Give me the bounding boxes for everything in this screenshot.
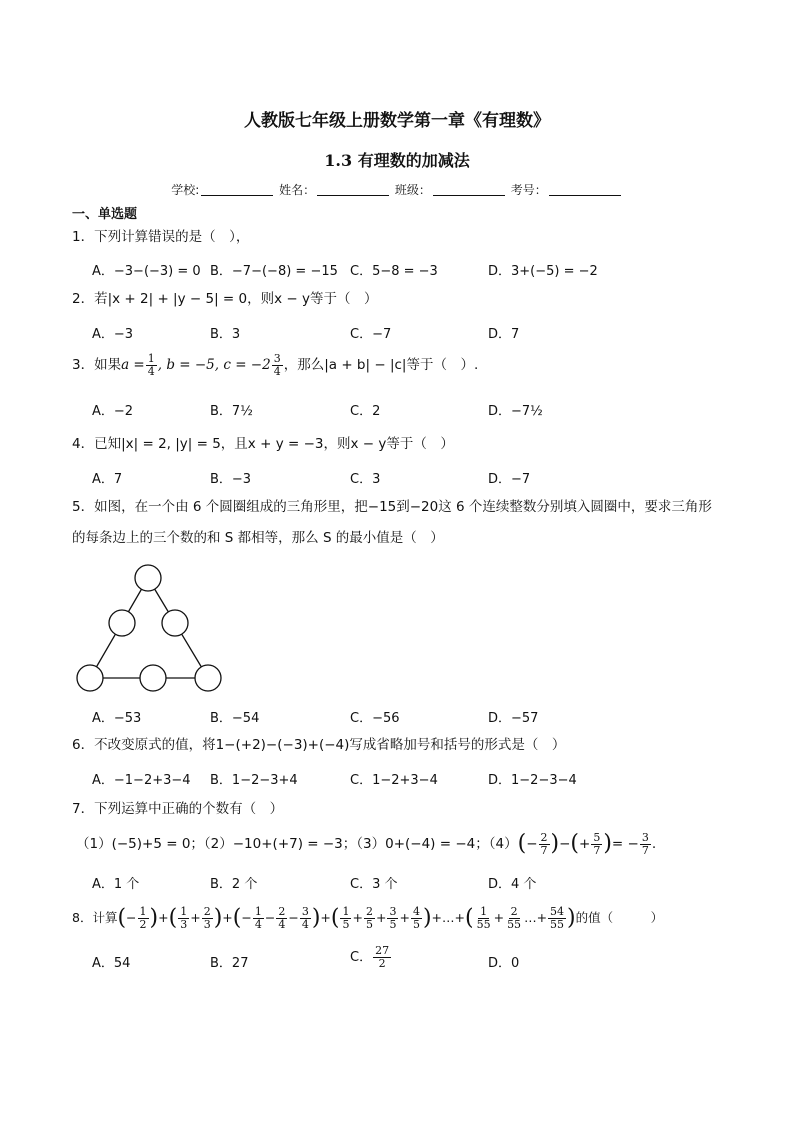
question-8-stem: 8．计算(− $\frac{1}{2}$ )+( $\frac{1}{3}$ + $\frac{2}{3}$ )+(− $\frac{1}{4}$ − $\frac{2}{4}$ − $\frac{3}{4}$ )+( $\frac{1}{5}$ + $\frac{2}{5}$ + $\frac{3}{5}$ + $\frac{4}{5}$ )+…+( $\frac{1}{55}$ + $\frac{2}{55}$ …+ $\frac{54}{55}$ )的值（ ） xyxy=(72,905,664,931)
q8-option-b[interactable]: B．27 xyxy=(210,956,249,971)
q3-option-d[interactable]: D．−7½ xyxy=(488,404,543,419)
number-label: 考号： xyxy=(510,183,547,197)
question-7-expressions: （1）(−5)+5 = 0；（2）−10+(+7) = −3；（3）0+(−4) = −4；（4）(− $\frac{2}{7}$ )−(+ $\frac{5}{7}$ )= − $\frac{3}{7}$ . xyxy=(76,830,657,857)
page-title: 人教版七年级上册数学第一章《有理数》 xyxy=(244,111,550,131)
question-4-stem: 4．已知|x| = 2, |y| = 5，且x + y = −3，则x − y等于（ ） xyxy=(72,436,454,452)
triangle-circles-figure xyxy=(70,560,230,700)
class-blank[interactable] xyxy=(433,183,505,196)
school-label: 学校: xyxy=(171,183,200,197)
q5-option-a[interactable]: A．−53 xyxy=(92,711,142,726)
question-7-stem: 7．下列运算中正确的个数有（ ） xyxy=(72,801,284,817)
q3-option-b[interactable]: B．7½ xyxy=(210,404,253,419)
fraction-1-4: $\frac{1}{4}$ xyxy=(147,351,155,378)
q1-option-c[interactable]: C．5−8 = −3 xyxy=(350,264,438,279)
q4-option-c[interactable]: C．3 xyxy=(350,472,381,487)
fraction-3-4: $\frac{3}{4}$ xyxy=(273,351,281,378)
circle-mid-right xyxy=(162,610,188,636)
q5-option-d[interactable]: D．−57 xyxy=(488,711,539,726)
q7-option-b[interactable]: B．2 个 xyxy=(210,877,258,892)
q8-option-d[interactable]: D．0 xyxy=(488,956,520,971)
name-label: 姓名： xyxy=(279,183,316,197)
class-label: 班级： xyxy=(394,183,431,197)
q7-option-a[interactable]: A．1 个 xyxy=(92,877,140,892)
q3-option-c[interactable]: C．2 xyxy=(350,404,381,419)
number-blank[interactable] xyxy=(549,183,621,196)
q3-option-a[interactable]: A．−2 xyxy=(92,404,134,419)
fraction-5-7: $\frac{5}{7}$ xyxy=(593,830,601,857)
question-1-stem: 1．下列计算错误的是（ ）， xyxy=(72,229,250,245)
q4-option-d[interactable]: D．−7 xyxy=(488,472,531,487)
q2-option-c[interactable]: C．−7 xyxy=(350,327,392,342)
student-info-line xyxy=(0,181,794,198)
fraction-2-7: $\frac{2}{7}$ xyxy=(540,830,548,857)
circle-top xyxy=(135,565,161,591)
question-2-stem: 2．若|x + 2| + |y − 5| = 0，则x − y等于（ ） xyxy=(72,291,378,307)
question-3-stem: 3．如果a = $\frac{1}{4}$ , b = −5, c = −2 $\frac{3}{4}$ ，那么|a + b| − |c|等于（ ）. xyxy=(72,351,479,378)
circle-bottom-right xyxy=(195,665,221,691)
circle-bottom-mid xyxy=(140,665,166,691)
q8-option-c[interactable]: C． $\frac{27}{2}$ xyxy=(350,944,390,970)
q1-option-a[interactable]: A．−3−(−3) = 0 xyxy=(92,264,201,279)
q6-option-d[interactable]: D．1−2−3−4 xyxy=(488,773,577,788)
q2-option-d[interactable]: D．7 xyxy=(488,327,520,342)
q7-option-c[interactable]: C．3 个 xyxy=(350,877,398,892)
q2-option-b[interactable]: B．3 xyxy=(210,327,241,342)
q5-option-c[interactable]: C．−56 xyxy=(350,711,400,726)
section-heading: 一、单选题 xyxy=(72,207,138,222)
question-5-stem: 5．如图，在一个由 6 个圆圈组成的三角形里，把−15到−20这 6 个连续整数分别填入圆圈中，要求三角形 xyxy=(72,499,712,515)
question-6-stem: 6．不改变原式的值，将1−(+2)−(−3)+(−4)写成省略加号和括号的形式是（ ） xyxy=(72,737,566,753)
q1-option-b[interactable]: B．−7−(−8) = −15 xyxy=(210,264,338,279)
q6-option-c[interactable]: C．1−2+3−4 xyxy=(350,773,438,788)
fraction-3-7: $\frac{3}{7}$ xyxy=(641,830,649,857)
q2-option-a[interactable]: A．−3 xyxy=(92,327,134,342)
q1-option-d[interactable]: D．3+(−5) = −2 xyxy=(488,264,598,279)
circle-mid-left xyxy=(109,610,135,636)
school-blank[interactable] xyxy=(201,183,273,196)
fraction-27-2: $\frac{27}{2}$ xyxy=(375,944,390,970)
q7-option-d[interactable]: D．4 个 xyxy=(488,877,537,892)
name-blank[interactable] xyxy=(317,183,389,196)
q4-option-b[interactable]: B．−3 xyxy=(210,472,252,487)
q4-option-a[interactable]: A．7 xyxy=(92,472,123,487)
question-5-stem-line2: 的每条边上的三个数的和 S 都相等，那么 S 的最小值是（ ） xyxy=(72,530,444,546)
page-subtitle: 1.3 有理数的加减法 xyxy=(324,151,470,170)
q6-option-a[interactable]: A．−1−2+3−4 xyxy=(92,773,191,788)
q5-option-b[interactable]: B．−54 xyxy=(210,711,260,726)
circle-bottom-left xyxy=(77,665,103,691)
q8-option-a[interactable]: A．54 xyxy=(92,956,131,971)
q6-option-b[interactable]: B．1−2−3+4 xyxy=(210,773,298,788)
